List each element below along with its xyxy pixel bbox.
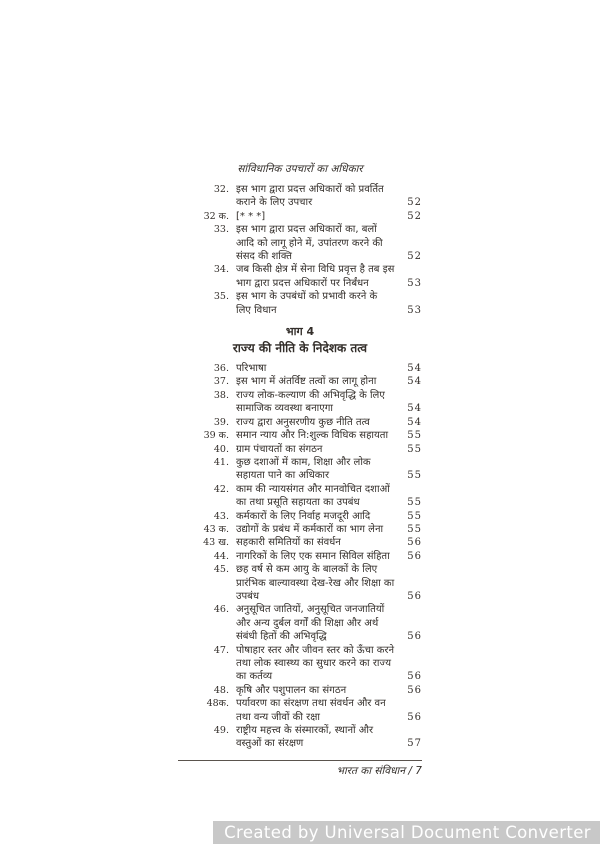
- entry-body: [236, 510, 422, 523]
- toc-entry: [178, 263, 422, 290]
- toc-entry: [178, 697, 422, 724]
- toc-entry: [178, 223, 422, 263]
- entry-title: परिभाषा: [236, 363, 267, 375]
- entry-page-number: 55: [397, 510, 422, 523]
- entry-title: ग्राम पंचायतों का संगठन: [236, 443, 323, 455]
- entry-title: पर्यावरण का संरक्षण तथा संवर्धन और वन तथा वन्य जीवों की रक्षा: [236, 698, 386, 723]
- entry-body: [236, 550, 422, 563]
- entry-page-number: 56: [397, 630, 422, 643]
- toc-entry: [178, 684, 422, 697]
- entry-body: [236, 223, 422, 263]
- toc-entry: [178, 550, 422, 563]
- entry-body: [236, 536, 422, 549]
- toc-entry: [178, 362, 422, 375]
- toc-entry: [178, 429, 422, 442]
- entry-article-number: 46.: [213, 604, 229, 616]
- entry-article-number: 49.: [213, 725, 229, 737]
- entry-article-number: 37.: [213, 376, 229, 388]
- entry-title: इस भाग द्वारा प्रदत्त अधिकारों को प्रवर्तित कराने के लिए उपचार: [236, 184, 384, 209]
- entry-body: [236, 483, 422, 510]
- entry-body: [236, 389, 422, 416]
- toc-entry: [178, 210, 422, 223]
- entry-page-number: 54: [397, 416, 422, 429]
- entry-page-number: 55: [397, 429, 422, 442]
- entry-page-number: 54: [397, 402, 422, 415]
- entry-title: काम की न्यायसंगत और मानवोचित दशाओं का तथा प्रसूति सहायता का उपबंध: [236, 483, 390, 509]
- toc-entry: [178, 483, 422, 510]
- entry-page-number: 56: [397, 711, 422, 724]
- entry-article-number: 32 क.: [203, 210, 229, 222]
- entry-title: सहकारी समितियों का संवर्धन: [236, 537, 341, 549]
- entry-title: कुछ दशाओं में काम, शिक्षा और लोक सहायता पाने का अधिकार: [236, 456, 371, 482]
- entry-title: इस भाग के उपबंधों को प्रभावी करने के लिए विधान: [236, 291, 378, 316]
- entry-article-number: 35.: [213, 291, 229, 303]
- entry-body: [236, 724, 422, 751]
- entry-page-number: 55: [397, 496, 422, 509]
- entry-article-number: 41.: [213, 456, 229, 468]
- toc-entry: [178, 644, 422, 684]
- entry-article-number: 42.: [213, 483, 229, 495]
- entry-page-number: 53: [397, 304, 422, 317]
- entry-article-number: 43.: [213, 510, 229, 522]
- entry-title: समान न्याय और नि:शुल्क विधिक सहायता: [236, 430, 389, 442]
- entry-article-number: 45.: [213, 564, 229, 576]
- entry-page-number: 56: [397, 590, 422, 603]
- entry-article-number: 39 क.: [203, 430, 229, 442]
- entry-page-number: 56: [397, 550, 422, 563]
- entry-title: राज्य लोक-कल्याण की अभिवृद्धि के लिए सामाजिक व्यवस्था बनाएगा: [236, 389, 385, 415]
- entry-body: [236, 644, 422, 684]
- entry-article-number: 36.: [213, 363, 229, 375]
- entry-title: पोषाहार स्तर और जीवन स्तर को ऊँचा करने तथा लोक स्वास्थ्य का सुधार करने का राज्य का कर्तव्य: [236, 644, 395, 683]
- entry-page-number: 57: [397, 737, 422, 750]
- entry-title: राष्ट्रीय महत्त्व के संस्मारकों, स्थानों और वस्तुओं का संरक्षण: [236, 725, 374, 750]
- entry-title: उद्योगों के प्रबंध में कर्मकारों का भाग लेना: [236, 523, 384, 535]
- toc-entry: [178, 536, 422, 549]
- entry-page-number: 55: [397, 523, 422, 536]
- entry-body: [236, 263, 422, 290]
- entry-article-number: 48.: [213, 684, 229, 696]
- entry-page-number: 53: [397, 277, 422, 290]
- entry-title: [* * *]: [236, 210, 266, 222]
- toc-entry: [178, 510, 422, 523]
- entry-article-number: 40.: [213, 443, 229, 455]
- toc-entry: [178, 290, 422, 317]
- entry-body: [236, 563, 422, 603]
- entry-page-number: 54: [397, 375, 422, 388]
- toc-entry: [178, 389, 422, 416]
- entry-body: [236, 362, 422, 375]
- entry-title: इस भाग में अंतर्विष्ट तत्वों का लागू होना: [236, 376, 377, 388]
- entry-title: कृषि और पशुपालन का संगठन: [236, 684, 347, 696]
- entry-page-number: 52: [397, 210, 422, 223]
- entry-title: कर्मकारों के लिए निर्वाह मजदूरी आदि: [236, 510, 371, 522]
- entry-title: इस भाग द्वारा प्रदत्त अधिकारों का, बलों आदि को लागू होने में, उपांतरण करने की संसद की शक्ति: [236, 224, 383, 263]
- entry-body: [236, 443, 422, 456]
- footer-divider: [178, 760, 422, 761]
- part-number-heading: भाग 4: [285, 325, 315, 339]
- entry-page-number: 54: [397, 362, 422, 375]
- entry-title: जब किसी क्षेत्र में सेना विधि प्रवृत्त है तब इस भाग द्वारा प्रदत्त अधिकारों पर निर्बंधन: [236, 264, 395, 289]
- entry-body: [236, 375, 422, 388]
- toc-entry: [178, 375, 422, 388]
- entry-body: [236, 697, 422, 724]
- entry-page-number: 52: [397, 196, 422, 209]
- entry-body: [236, 416, 422, 429]
- entry-title: अनुसूचित जातियों, अनुसूचित जनजातियों और अन्य दुर्बल वर्गों की शिक्षा और अर्थ संबंधी हितों की अभिवृद्धि: [236, 604, 385, 643]
- entry-article-number: 43 ख.: [203, 537, 229, 549]
- entry-article-number: 32.: [213, 184, 229, 195]
- toc-entry: [178, 456, 422, 483]
- entry-page-number: 56: [397, 536, 422, 549]
- entry-body: [236, 183, 422, 210]
- entry-title: नागरिकों के लिए एक समान सिविल संहिता: [236, 550, 390, 562]
- entry-article-number: 33.: [213, 224, 229, 236]
- entry-body: [236, 684, 422, 697]
- entry-page-number: 56: [397, 684, 422, 697]
- entry-body: [236, 603, 422, 643]
- running-header: सांविधानिक उपचारों का अधिकार: [237, 163, 363, 175]
- toc-entry: [178, 183, 422, 210]
- toc-entry: [178, 563, 422, 603]
- entry-article-number: 44.: [213, 550, 229, 562]
- entry-page-number: 52: [397, 250, 422, 263]
- entry-article-number: 34.: [213, 264, 229, 276]
- entry-page-number: 55: [397, 469, 422, 482]
- entry-title: राज्य द्वारा अनुसरणीय कुछ नीति तत्व: [236, 416, 370, 428]
- entry-article-number: 47.: [213, 644, 229, 656]
- toc-entry: [178, 523, 422, 536]
- page-content: [178, 163, 422, 778]
- entry-title: छह वर्ष से कम आयु के बालकों के लिए प्रारंभिक बाल्यावस्था देख-रेख और शिक्षा का उपबंध: [236, 564, 395, 602]
- entry-page-number: 56: [397, 670, 422, 683]
- entry-body: [236, 523, 422, 536]
- entry-article-number: 43 क.: [203, 523, 229, 535]
- entry-article-number: 38.: [213, 389, 229, 401]
- toc-entry: [178, 416, 422, 429]
- entry-body: [236, 210, 422, 223]
- entry-article-number: 48क.: [206, 698, 229, 710]
- toc-entry: [178, 603, 422, 643]
- entry-body: [236, 290, 422, 317]
- watermark-banner: Created by Universal Document Converter: [213, 821, 600, 844]
- toc-sections: [178, 183, 422, 751]
- page-footer: भारत का संविधान / 7: [336, 764, 422, 777]
- entry-article-number: 39.: [213, 416, 229, 428]
- part-title-heading: राज्य की नीति के निदेशक तत्व: [232, 341, 368, 356]
- toc-entry: [178, 724, 422, 751]
- toc-entry: [178, 443, 422, 456]
- entry-body: [236, 456, 422, 483]
- entry-body: [236, 429, 422, 442]
- entry-page-number: 55: [397, 443, 422, 456]
